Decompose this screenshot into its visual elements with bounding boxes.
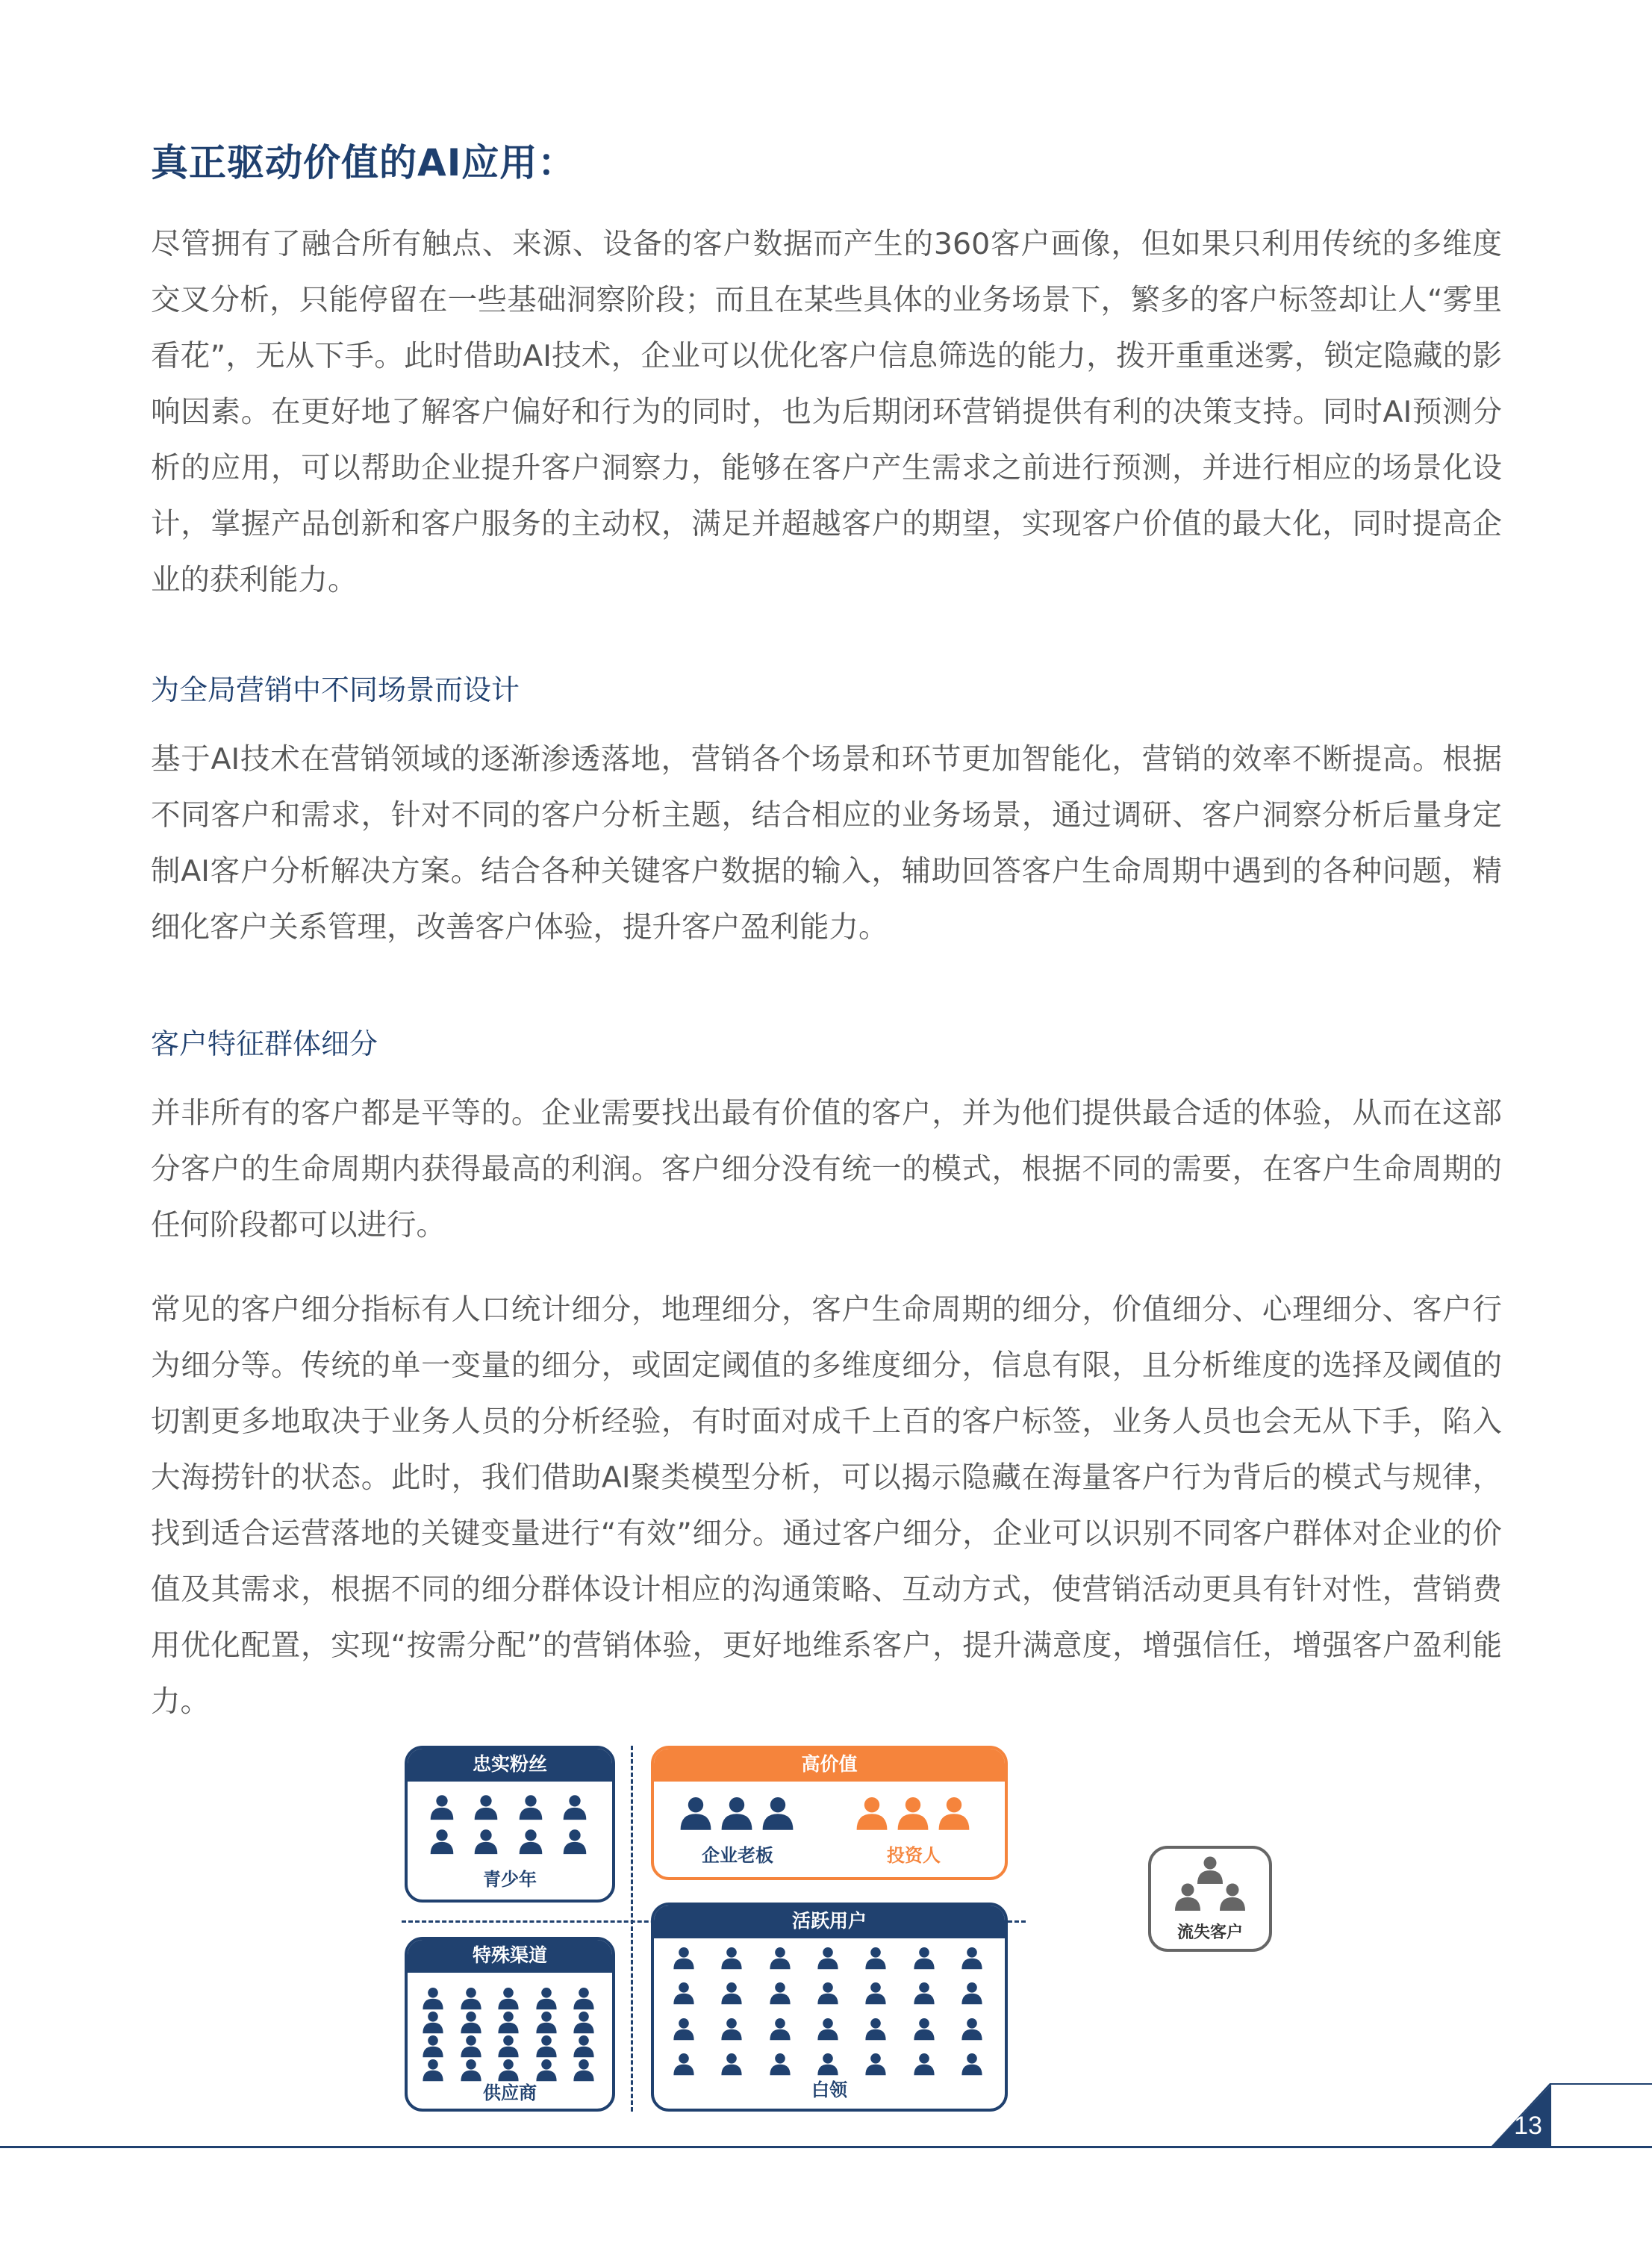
person-icon [459, 1986, 483, 2010]
person-icon [421, 2034, 445, 2058]
person-icon [912, 2017, 936, 2041]
person-icon [760, 1795, 796, 1831]
person-icon [421, 2010, 445, 2034]
person-icon [719, 1795, 755, 1831]
person-icon [864, 2052, 888, 2076]
panel-label: 青少年 [483, 1869, 537, 1890]
person-icon [672, 1946, 696, 1970]
person-icon [561, 1828, 588, 1855]
paragraph-segmentation-1: 并非所有的客户都是平等的。企业需要找出最有价值的客户，并为他们提供最合适的体验，从而在这部分客户的生命周期内获得最高的利润。客户细分没有统一的模式，根据不同的需要，在客户生命周期的任何阶段都可以进行。 [151, 1096, 1502, 1242]
person-icon [428, 1794, 455, 1820]
person-icon [572, 1986, 596, 2010]
person-icon [854, 1795, 890, 1831]
panel-loyal-fans [405, 1746, 615, 1903]
panel-active-users [651, 1903, 1008, 2112]
person-icon [768, 1981, 792, 2005]
person-icon [496, 2034, 520, 2058]
person-icon [864, 2017, 888, 2041]
paragraph-intro: 尽管拥有了融合所有触点、来源、设备的客户数据而产生的360客户画像，但如果只利用传统的多维度交叉分析，只能停留在一些基础洞察阶段；而且在某些具体的业务场景下，繁多的客户标签却让人“雾里看花”，无从下手。此时借助AI技术，企业可以优化客户信息筛选的能力，拨开重重迷雾，锁定隐藏的影响因素。在更好地了解客户偏好和行为的同时，也为后期闭环营销提供有利的决策支持。同时AI预测分析的应用，可以帮助企业提升客户洞察力，能够在客户产生需求之前进行预测，并进行相应的场景化设计，掌握产品创新和客户服务的主动权，满足并超越客户的期望，实现客户价值的最大化，同时提高企业的获利能力。 [151, 227, 1502, 597]
person-icon [534, 2034, 558, 2058]
person-icon [768, 2052, 792, 2076]
person-icon [816, 2052, 840, 2076]
person-icon [864, 1946, 888, 1970]
panel-label: 流失客户 [1176, 1923, 1243, 1942]
panel-label: 白领 [811, 2079, 847, 2100]
person-icon [672, 1981, 696, 2005]
person-icon [816, 2017, 840, 2041]
person-icon [496, 1986, 520, 2010]
person-grid-investor [854, 1795, 973, 1832]
person-grid-boss [678, 1795, 797, 1832]
panel-label-boss: 企业老板 [702, 1845, 773, 1866]
page-number: 13 [1514, 2112, 1542, 2140]
person-icon [720, 1981, 744, 2005]
person-icon [496, 2010, 520, 2034]
panel-churned [1148, 1846, 1272, 1952]
person-icon [960, 1981, 984, 2005]
subheading-customer-segmentation: 客户特征群体细分 [151, 1027, 378, 1060]
panel-title: 特殊渠道 [408, 1940, 612, 1973]
person-icon [534, 2010, 558, 2034]
panel-special-channel [405, 1937, 615, 2112]
person-icon [473, 1794, 499, 1820]
person-icon [517, 1794, 544, 1820]
person-icon [720, 1946, 744, 1970]
paragraph-segmentation-2: 常见的客户细分指标有人口统计细分，地理细分，客户生命周期的细分，价值细分、心理细分、客户行为细分等。传统的单一变量的细分，或固定阈值的多维度细分，信息有限，且分析维度的选择及阈值的切割更多地取决于业务人员的分析经验，有时面对成千上百的客户标签，业务人员也会无从下手，陷入大海捞针的状态。此时，我们借助AI聚类模型分析，可以揭示隐藏在海量客户行为背后的模式与规律，找到适合运营落地的关键变量进行“有效”细分。通过客户细分，企业可以识别不同客户群体对企业的价值及其需求，根据不同的细分群体设计相应的沟通策略、互动方式，使营销活动更具有针对性，营销费用优化配置，实现“按需分配”的营销体验，更好地维系客户，提升满意度，增强信任，增强客户盈利能力。 [151, 1292, 1502, 1719]
person-icon [895, 1795, 931, 1831]
person-icon [428, 1828, 455, 1855]
person-icon [960, 1946, 984, 1970]
person-grid [428, 1794, 591, 1858]
person-grid [421, 1986, 599, 2082]
footer-rule [0, 2146, 1652, 2148]
person-icon [912, 2052, 936, 2076]
person-icon [517, 1828, 544, 1855]
person-icon [678, 1795, 714, 1831]
paragraph-global-marketing: 基于AI技术在营销领域的逐渐渗透落地，营销各个场景和环节更加智能化，营销的效率不断提高。根据不同客户和需求，针对不同的客户分析主题，结合相应的业务场景，通过调研、客户洞察分析后量身定制AI客户分析解决方案。结合各种关键客户数据的输入，辅助回答客户生命周期中遇到的各种问题，精细化客户关系管理，改善客户体验，提升客户盈利能力。 [151, 742, 1502, 945]
person-icon [960, 2052, 984, 2076]
person-icon [768, 2017, 792, 2041]
panel-high-value [651, 1746, 1008, 1880]
person-icon [672, 2017, 696, 2041]
person-icon [768, 1946, 792, 1970]
panel-title: 活跃用户 [654, 1906, 1005, 1938]
person-icon [816, 1946, 840, 1970]
person-icon [572, 2034, 596, 2058]
person-icon [672, 2052, 696, 2076]
panel-label-investor: 投资人 [887, 1845, 941, 1866]
person-icon [960, 2017, 984, 2041]
person-icon [864, 1981, 888, 2005]
person-icon [459, 2034, 483, 2058]
person-icon [421, 1986, 445, 2010]
divider-vertical [631, 1746, 633, 2112]
person-icon [534, 1986, 558, 2010]
person-icon [912, 1981, 936, 2005]
panel-title: 忠实粉丝 [408, 1749, 612, 1782]
person-icon [912, 1946, 936, 1970]
panel-label: 供应商 [483, 2082, 537, 2103]
person-icon [473, 1828, 499, 1855]
churned-group-icon [1169, 1853, 1251, 1916]
section-heading: 真正驱动价值的AI应用： [151, 141, 576, 184]
person-icon [572, 2010, 596, 2034]
subheading-global-marketing: 为全局营销中不同场景而设计 [151, 673, 520, 706]
person-icon [720, 2052, 744, 2076]
person-grid [672, 1946, 987, 2079]
person-icon [936, 1795, 972, 1831]
person-icon [816, 1981, 840, 2005]
panel-title: 高价值 [654, 1749, 1005, 1782]
person-icon [561, 1794, 588, 1820]
person-icon [720, 2017, 744, 2041]
person-icon [459, 2010, 483, 2034]
